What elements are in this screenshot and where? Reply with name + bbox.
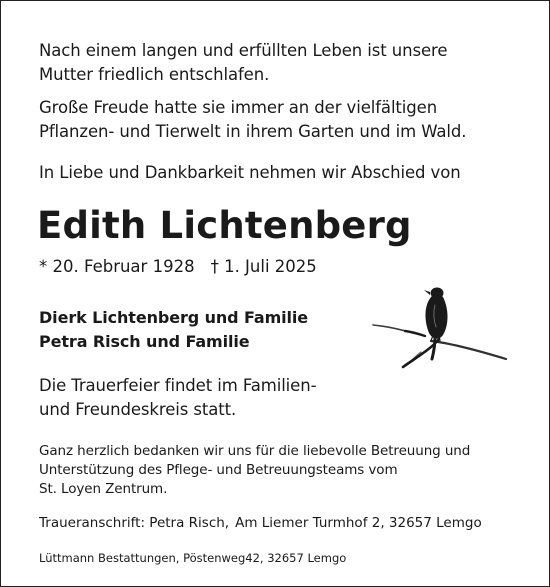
farewell-paragraph bbox=[39, 161, 461, 185]
family-line-1: Dierk Lichtenberg und Familie bbox=[39, 308, 309, 327]
thanks-paragraph bbox=[39, 442, 470, 499]
mourning-address bbox=[39, 514, 482, 533]
thanks-line-2: Unterstützung des Pflege- und Betreuungsteams vom bbox=[39, 462, 398, 478]
ceremony-line-1: Die Trauerfeier findet im Familien- bbox=[39, 376, 317, 395]
garden-line-2: Pflanzen- und Tierwelt in ihrem Garten und im Wald. bbox=[39, 122, 467, 141]
ceremony-line-2: und Freundeskreis statt. bbox=[39, 400, 237, 419]
garden-paragraph bbox=[39, 96, 466, 144]
address-street: Am Liemer Turmhof 2, 32657 Lemgo bbox=[235, 515, 482, 531]
thanks-line-1: Ganz herzlich bedanken wir uns für die liebevolle Betreuung und bbox=[39, 443, 471, 459]
intro-line-2: Mutter friedlich entschlafen. bbox=[39, 65, 270, 84]
bereaved-family bbox=[39, 306, 308, 354]
farewell-line: In Liebe und Dankbarkeit nehmen wir Abschied von bbox=[39, 163, 461, 182]
undertaker-line: Lüttmann Bestattungen, Pöstenweg42, 32657 Lemgo bbox=[39, 551, 347, 565]
bird-on-branch-icon bbox=[369, 279, 511, 371]
birth-date: * 20. Februar 1928 bbox=[39, 257, 195, 276]
address-label: Traueranschrift: Petra Risch, bbox=[39, 515, 230, 531]
death-date: † 1. Juli 2025 bbox=[210, 257, 317, 276]
intro-paragraph bbox=[39, 39, 447, 87]
deceased-name: Edith Lichtenberg bbox=[37, 204, 412, 247]
thanks-line-3: St. Loyen Zentrum. bbox=[39, 481, 168, 497]
intro-line-1: Nach einem langen und erfüllten Leben ist unsere bbox=[39, 41, 448, 60]
life-dates bbox=[39, 256, 317, 278]
ceremony-paragraph bbox=[39, 374, 316, 422]
garden-line-1: Große Freude hatte sie immer an der vielfältigen bbox=[39, 98, 438, 117]
family-line-2: Petra Risch und Familie bbox=[39, 332, 250, 351]
